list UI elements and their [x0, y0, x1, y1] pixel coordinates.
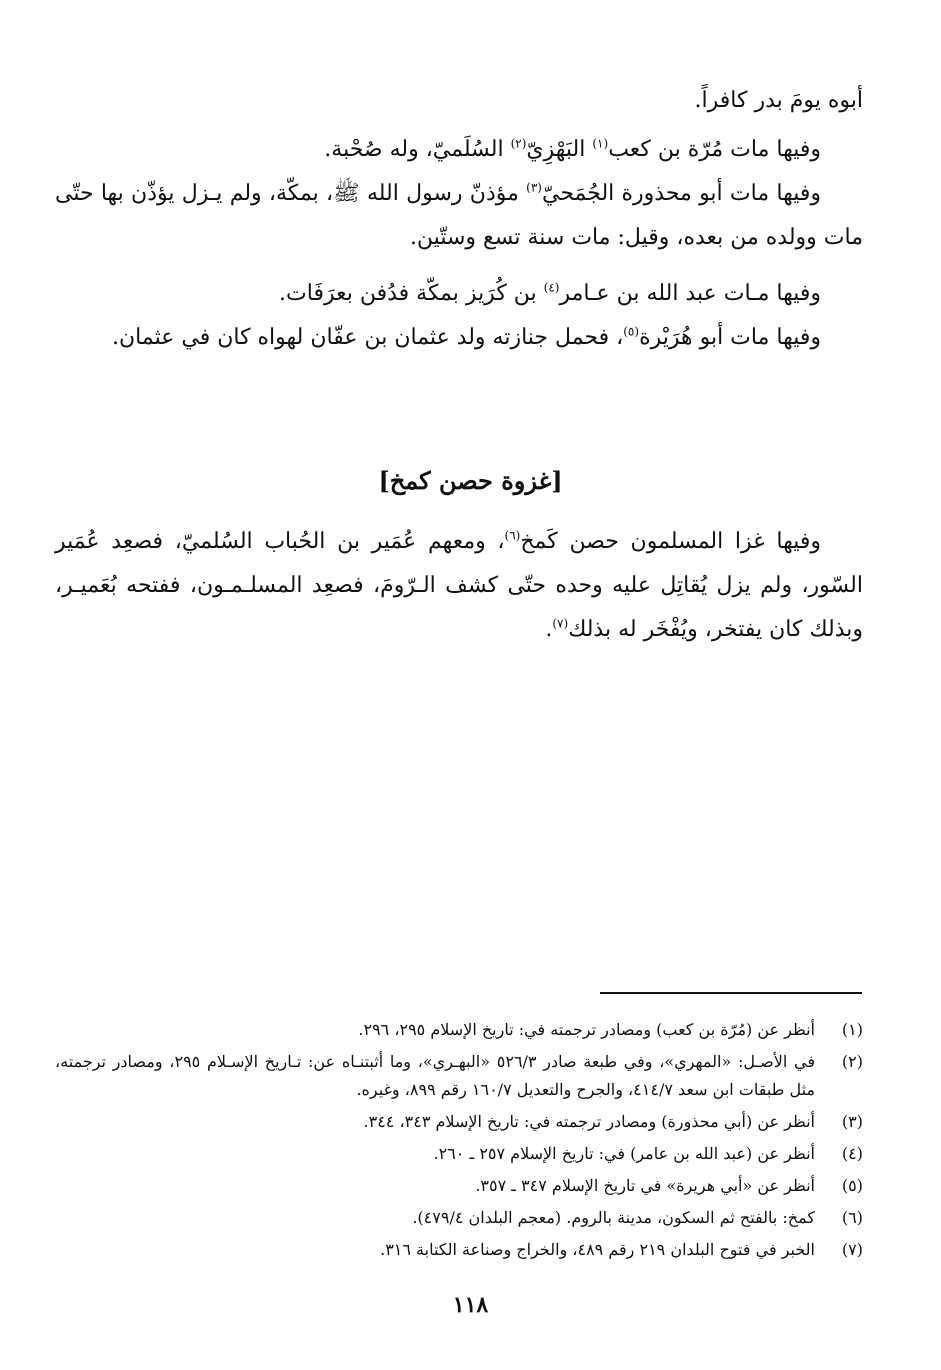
footnote-ref-6[interactable]: (٦) — [504, 528, 521, 543]
paragraph-abu-hurayra: وفيها مات أبو هُرَيْرة$^{(٥)}$، فحمل جنازته ولد عثمان بن عفّان لهواه كان في عثمان. — [112, 324, 821, 350]
page-number: ١١٨ — [452, 1292, 489, 1318]
footnote-1: (١) أنظر عن (مُرّة بن كعب) ومصادر ترجمته في: تاريخ الإسلام ٢٩٥، ٢٩٦. — [358, 1020, 863, 1039]
footnote-7: (٧) الخبر في فتوح البلدان ٢١٩ رقم ٤٨٩، والخراج وصناعة الكتابة ٣١٦. — [380, 1240, 863, 1259]
paragraph-murra: وفيها مات مُرّة بن كعب$^{(١)}$ البَهْزِيّ$^{(٢)}$ السُلَميّ، وله صُحْبة. — [324, 136, 821, 162]
footnote-3: (٣) أنظر عن (أبي محذورة) ومصادر ترجمته في: تاريخ الإسلام ٣٤٣، ٣٤٤. — [363, 1112, 863, 1131]
footnote-divider — [600, 992, 862, 994]
line-continuation: أبوه يومَ بدر كافراً. — [694, 88, 863, 113]
section-heading: [غزوة حصن كمخ] — [378, 466, 563, 495]
paragraph-kamakh: وفيها غزا المسلمون حصن كَمخ$^{(٦)}$، ومعهم عُمَير بن الحُباب السُلميّ، فصعِد عُمَير السّور، ولم يزل يُقاتِل عليه وحده حتّى كشف الـرّومَ، فصعِد المسلـمـون، ففتحه بُعَميـر، وبذلك كان يفتخر، ويُفْخَر له بذلك$^{(٧)}$. — [55, 528, 863, 642]
footnote-ref-4[interactable]: (٤) — [543, 280, 560, 295]
footnote-ref-5[interactable]: (٥) — [623, 324, 640, 339]
footnote-2: (٢) في الأصـل: «المهري»، وفي طبعة صادر ٥٢٦/٣ «البهـري»، وما أثبتنـاه عن: تـاريخ الإسـلام ٢٩٥، ومصادر ترجمته، مثل طبقات ابن سعد ٤١٤/٧، والجرح والتعديل ١٦٠/٧ رقم ٨٩٩، وغيره. — [55, 1052, 863, 1099]
footnote-ref-1[interactable]: (١) — [592, 136, 609, 151]
footnote-ref-3[interactable]: (٣) — [526, 180, 542, 195]
footnote-4: (٤) أنظر عن (عبد الله بن عامر) في: تاريخ الإسلام ٢٥٧ ـ ٢٦٠. — [433, 1144, 863, 1163]
footnote-6: (٦) كمخ: بالفتح ثم السكون، مدينة بالروم. (معجم البلدان ٤٧٩/٤). — [412, 1208, 863, 1227]
paragraph-abdallah-ibn-amir: وفيها مـات عبد الله بن عـامر$^{(٤)}$ بن كُرَيز بمكّة فدُفن بعرَفَات. — [279, 280, 821, 306]
footnote-ref-7[interactable]: (٧) — [552, 616, 569, 631]
footnote-ref-2[interactable]: (٢) — [510, 136, 527, 151]
footnote-5: (٥) أنظر عن «أبي هريرة» في تاريخ الإسلام ٣٤٧ ـ ٣٥٧. — [475, 1176, 863, 1195]
paragraph-abu-mahdhura: وفيها مات أبو محذورة الجُمَحيّ$^{(٣)}$ مؤذنّ رسول الله ﷺ، بمكّة، ولم يـزل يؤذّن بها حتّى مات وولده من بعده، وقيل: مات سنة تسع وستّين. — [55, 180, 863, 250]
